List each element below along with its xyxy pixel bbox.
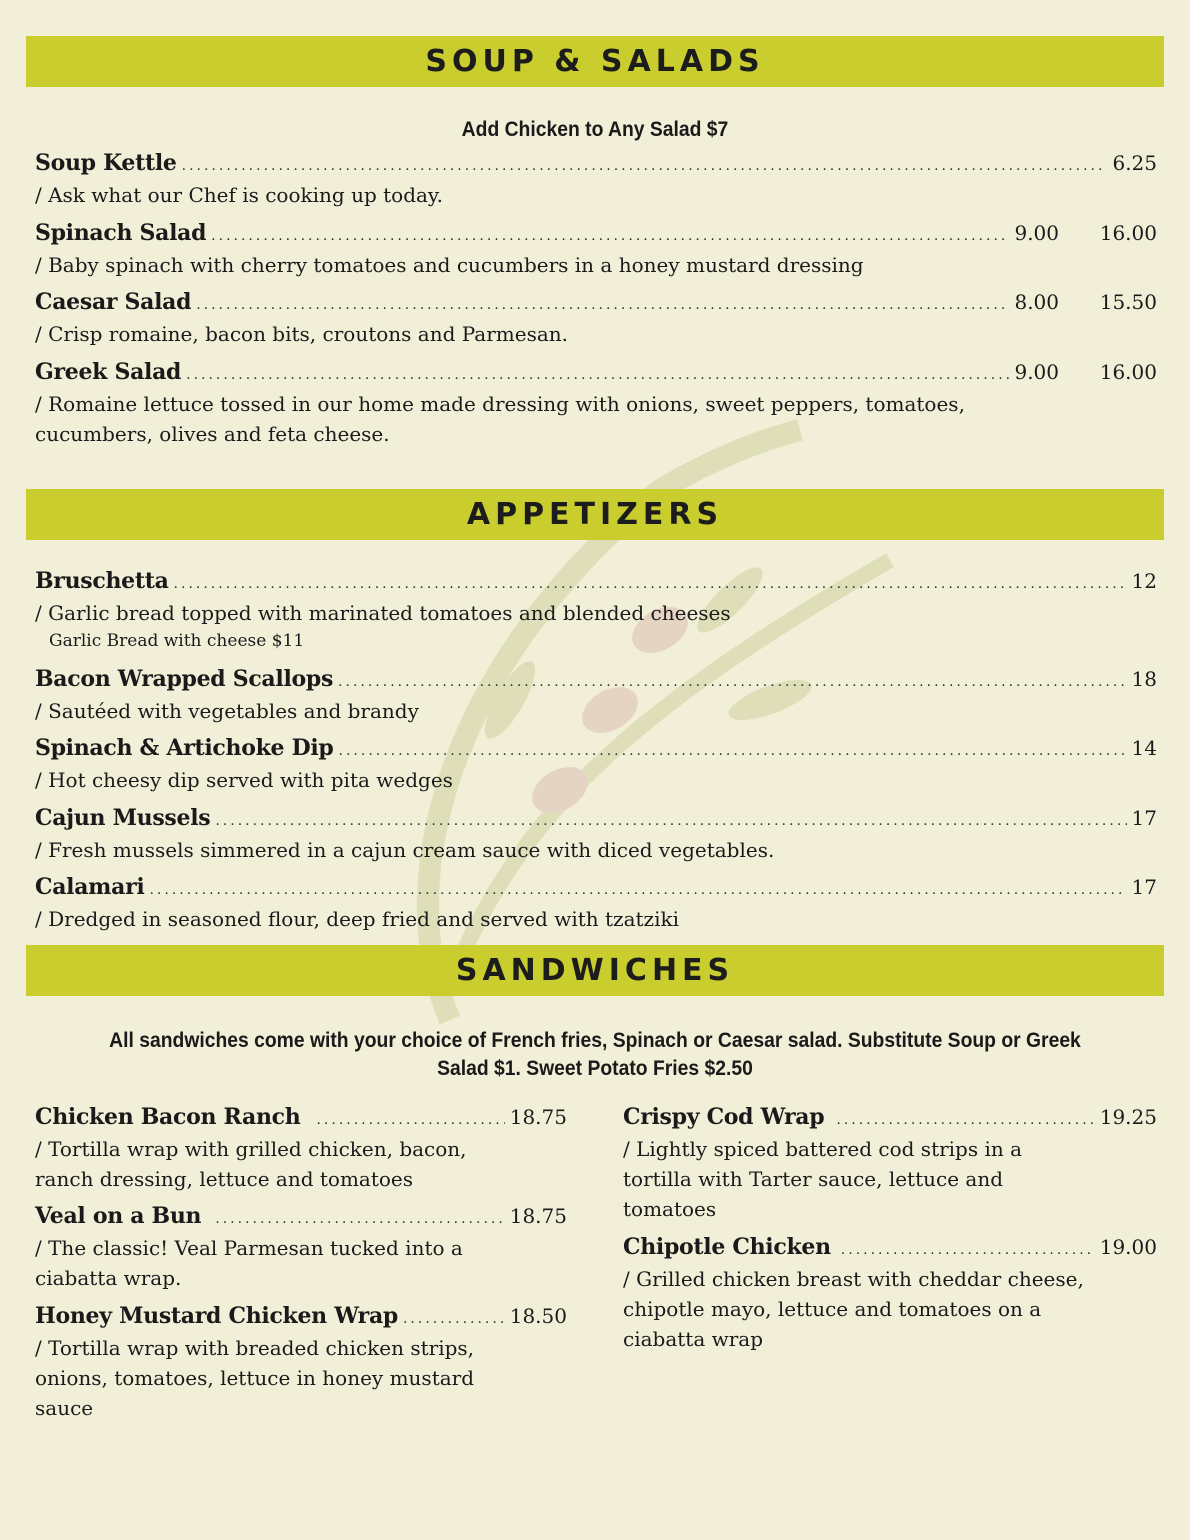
menu-item — [35, 150, 1157, 210]
item-name: Cajun Mussels — [35, 805, 211, 831]
menu-item — [35, 1203, 567, 1293]
item-name: Greek Salad — [35, 359, 182, 385]
leader-dots — [338, 674, 1127, 690]
menu-item — [35, 874, 1157, 934]
menu-item — [35, 289, 1157, 349]
leader-dots — [403, 1311, 505, 1327]
item-price: 19.25 — [1099, 1105, 1157, 1129]
item-description: / Lightly spiced battered cod strips in a tortilla with Tarter sauce, lettuce and tomatoes — [623, 1137, 1023, 1221]
leader-dots — [186, 367, 1009, 383]
item-price: 17 — [1131, 806, 1157, 830]
leader-dots — [211, 228, 1009, 244]
item-price: 18.75 — [509, 1105, 567, 1129]
item-description: / Ask what our Chef is cooking up today. — [35, 183, 443, 207]
item-price: 18 — [1131, 667, 1157, 691]
menu-item — [35, 359, 1157, 449]
item-description: / The classic! Veal Parmesan tucked into a ciabatta wrap. — [35, 1236, 463, 1290]
leader-dots — [836, 1112, 1094, 1128]
item-price: 14 — [1131, 736, 1157, 760]
item-description: / Hot cheesy dip served with pita wedges — [35, 768, 453, 792]
leader-dots — [316, 1112, 504, 1128]
item-price-small: 8.00 — [1014, 290, 1059, 314]
item-name: Chicken Bacon Ranch — [35, 1104, 301, 1130]
item-description: / Grilled chicken breast with cheddar cheese, chipotle mayo, lettuce and tomatoes on a ciabatta wrap — [623, 1267, 1084, 1351]
menu-item — [35, 666, 1157, 726]
item-sub-option: Garlic Bread with cheese $11 — [49, 631, 305, 651]
leader-dots — [182, 158, 1108, 174]
item-name: Bruschetta — [35, 568, 169, 594]
item-name: Chipotle Chicken — [623, 1234, 831, 1260]
leader-dots — [339, 743, 1127, 759]
item-name: Caesar Salad — [35, 289, 192, 315]
menu-item — [623, 1234, 1157, 1354]
item-name: Spinach & Artichoke Dip — [35, 735, 334, 761]
section-header-appetizers: APPETIZERS — [26, 489, 1164, 540]
item-description: / Garlic bread topped with marinated tomatoes and blended cheeses — [35, 601, 731, 625]
section-header-sandwiches: SANDWICHES — [26, 945, 1164, 996]
item-description: / Dredged in seasoned flour, deep fried and served with tzatziki — [35, 907, 679, 931]
item-price-small: 9.00 — [1014, 360, 1059, 384]
item-description: / Romaine lettuce tossed in our home made dressing with onions, sweet peppers, tomatoes, cucumbers, olives and feta cheese. — [35, 392, 965, 446]
item-description: / Fresh mussels simmered in a cajun cream sauce with diced vegetables. — [35, 838, 775, 862]
item-description: / Crisp romaine, bacon bits, croutons and Parmesan. — [35, 322, 569, 346]
menu-item — [35, 1104, 567, 1194]
item-price-large: 16.00 — [1099, 360, 1157, 384]
leader-dots — [149, 882, 1126, 898]
item-price: 12 — [1131, 569, 1157, 593]
soups-note: Add Chicken to Any Salad $7 — [461, 118, 729, 141]
menu-item — [35, 735, 1157, 795]
leader-dots — [841, 1242, 1095, 1258]
item-price: 6.25 — [1112, 151, 1157, 175]
item-name: Crispy Cod Wrap — [623, 1104, 825, 1130]
item-name: Honey Mustard Chicken Wrap — [35, 1303, 398, 1329]
sandwiches-note: All sandwiches come with your choice of French fries, Spinach or Caesar salad. Substitute Soup or Greek Salad $1. Sweet Potato Fries $2.50 — [109, 1029, 1081, 1080]
item-price: 18.50 — [509, 1304, 567, 1328]
item-price-small: 9.00 — [1014, 221, 1059, 245]
item-price: 17 — [1131, 875, 1157, 899]
leader-dots — [215, 813, 1126, 829]
menu-item — [35, 1303, 567, 1423]
leader-dots — [196, 297, 1009, 313]
item-description: / Tortilla wrap with grilled chicken, bacon, ranch dressing, lettuce and tomatoes — [35, 1137, 467, 1191]
item-description: / Sautéed with vegetables and brandy — [35, 699, 419, 723]
item-name: Soup Kettle — [35, 150, 177, 176]
item-description: / Tortilla wrap with breaded chicken strips, onions, tomatoes, lettuce in honey mustard sauce — [35, 1336, 475, 1420]
leader-dots — [215, 1211, 504, 1227]
item-name: Veal on a Bun — [35, 1203, 202, 1229]
item-name: Bacon Wrapped Scallops — [35, 666, 334, 692]
item-name: Spinach Salad — [35, 220, 207, 246]
item-price: 19.00 — [1099, 1235, 1157, 1259]
menu-item — [35, 568, 1157, 654]
item-name: Calamari — [35, 874, 145, 900]
leader-dots — [174, 576, 1127, 592]
section-header-soups: SOUP & SALADS — [26, 36, 1164, 87]
item-description: / Baby spinach with cherry tomatoes and cucumbers in a honey mustard dressing — [35, 253, 864, 277]
item-price-large: 16.00 — [1099, 221, 1157, 245]
item-price: 18.75 — [509, 1204, 567, 1228]
menu-item — [623, 1104, 1157, 1224]
menu-item — [35, 220, 1157, 280]
item-price-large: 15.50 — [1099, 290, 1157, 314]
menu-item — [35, 805, 1157, 865]
